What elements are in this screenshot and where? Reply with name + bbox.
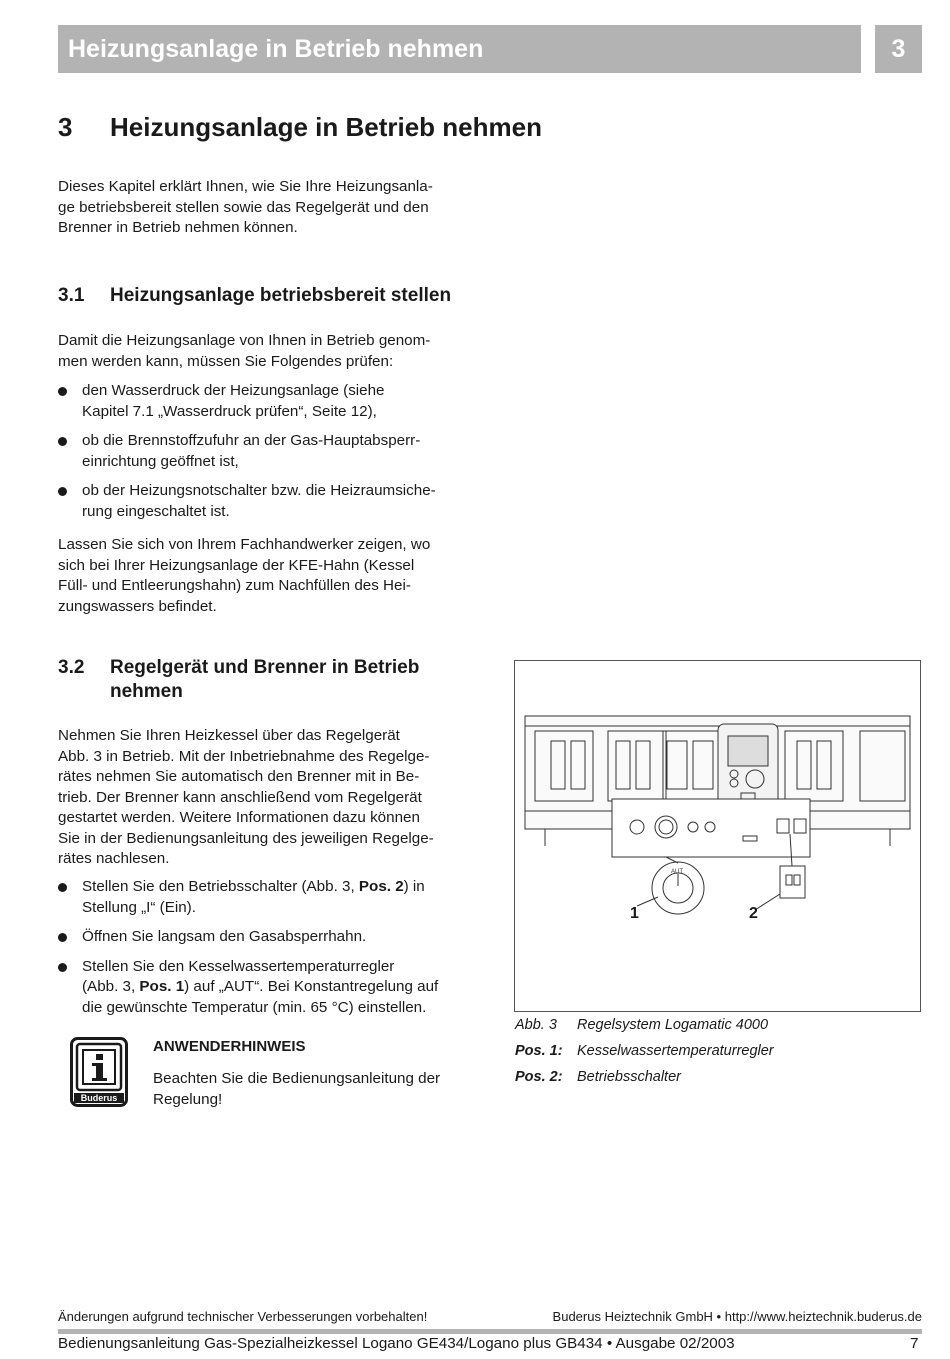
- list-item: [58, 877, 470, 918]
- pos-ref: Pos. 2: [358, 878, 404, 895]
- list-item: [58, 927, 470, 948]
- section-3-1-paragraph-2: [58, 535, 470, 617]
- intro-line: Brenner in Betrieb nehmen können.: [58, 219, 298, 236]
- para-line: Füll- und Entleerungshahn) zum Nachfüllen des Hei-: [58, 577, 411, 594]
- section-title-line: nehmen: [110, 681, 183, 702]
- bullet-icon: [58, 487, 67, 496]
- note-body: [153, 1069, 468, 1110]
- text-run: Stellen Sie den Betriebsschalter (Abb. 3,: [82, 878, 359, 895]
- para-line: Lassen Sie sich von Ihrem Fachhandwerker zeigen, wo: [58, 536, 431, 553]
- chapter-heading-number: 3: [58, 112, 73, 142]
- list-item: [58, 481, 470, 522]
- brand-logo-text: Buderus: [80, 1093, 118, 1103]
- para-line: zungswassers befindet.: [58, 597, 217, 615]
- caption-label: Pos. 2:: [515, 1069, 563, 1085]
- note-line: Beachten Sie die Bedienungsanleitung der: [153, 1070, 441, 1087]
- para-line: sich bei Ihrer Heizungsanlage der KFE-Hahn (Kessel: [58, 556, 415, 574]
- caption-text: Regelsystem Logamatic 4000: [577, 1017, 769, 1033]
- check-list: [58, 381, 470, 531]
- section-3-2-heading: [58, 656, 470, 704]
- text-run: (Abb. 3,: [82, 978, 140, 995]
- note-line: Regelung!: [153, 1090, 223, 1108]
- list-item-line: Stellen Sie den Kesselwassertemperaturregler: [82, 957, 395, 975]
- list-item-line: einrichtung geöffnet ist,: [82, 452, 239, 470]
- section-title: Heizungsanlage betriebsbereit stellen: [110, 285, 452, 306]
- para-line: rätes nachlesen.: [58, 850, 170, 867]
- intro-line: Dieses Kapitel erklärt Ihnen, wie Sie Ihre Heizungsanla-: [58, 178, 433, 195]
- figure-legend-item: [515, 1043, 774, 1059]
- callout-2: 2: [749, 905, 758, 922]
- para-line: gestartet werden. Weitere Informationen dazu können: [58, 809, 420, 826]
- figure-frame: [514, 660, 921, 1012]
- section-number: 3.1: [58, 285, 85, 306]
- para-line: Abb. 3 in Betrieb. Mit der Inbetriebnahme des Regelge-: [58, 747, 430, 765]
- list-item-line: Kapitel 7.1 „Wasserdruck prüfen“, Seite 12),: [82, 402, 377, 420]
- section-title: [110, 656, 470, 704]
- footer-document-title: Bedienungsanleitung Gas-Spezialheizkessel Logano GE434/Logano plus GB434 • Ausgabe 02/2003: [58, 1335, 735, 1352]
- list-item-line: rung eingeschaltet ist.: [82, 502, 230, 520]
- list-item-line: [82, 877, 470, 898]
- chapter-heading-title: Heizungsanlage in Betrieb nehmen: [110, 112, 542, 142]
- chapter-heading: [58, 112, 542, 143]
- running-header: Heizungsanlage in Betrieb nehmen: [58, 25, 861, 73]
- list-item-line: Öffnen Sie langsam den Gasabsperrhahn.: [82, 928, 367, 945]
- pos-ref: Pos. 1: [139, 978, 185, 995]
- bullet-icon: [58, 437, 67, 446]
- section-3-1-paragraph: [58, 331, 470, 372]
- para-line: trieb. Der Brenner kann anschließend vom Regelgerät: [58, 788, 422, 806]
- para-line: rätes nehmen Sie automatisch den Brenner mit in Be-: [58, 768, 420, 785]
- info-icon: [70, 1037, 128, 1107]
- caption-text: Betriebsschalter: [577, 1069, 681, 1085]
- caption-text: Kesselwassertemperaturregler: [577, 1043, 774, 1059]
- control-panel-illustration: [515, 661, 920, 1011]
- section-number: 3.2: [58, 657, 85, 678]
- footer-divider: [58, 1329, 922, 1334]
- figure-legend-item: [515, 1069, 681, 1085]
- para-line: Nehmen Sie Ihren Heizkessel über das Regelgerät: [58, 727, 400, 744]
- footer-disclaimer: Änderungen aufgrund technischer Verbesserungen vorbehalten!: [58, 1309, 428, 1324]
- note-title: ANWENDERHINWEIS: [153, 1038, 306, 1055]
- list-item: [58, 381, 470, 422]
- figure-caption: [515, 1017, 768, 1033]
- section-3-2-paragraph: [58, 726, 470, 870]
- list-item-line: [82, 977, 470, 998]
- text-run: ) in: [403, 878, 425, 895]
- list-item-line: Stellung „I“ (Ein).: [82, 898, 196, 916]
- intro-paragraph: [58, 177, 470, 239]
- list-item-line: ob der Heizungsnotschalter bzw. die Heizraumsiche-: [82, 482, 436, 499]
- caption-label: Abb. 3: [515, 1017, 557, 1033]
- page-number: 7: [910, 1335, 919, 1352]
- step-list: [58, 877, 470, 1027]
- list-item-line: die gewünschte Temperatur (min. 65 °C) einstellen.: [82, 998, 427, 1016]
- para-line: men werden kann, müssen Sie Folgendes prüfen:: [58, 352, 394, 370]
- list-item-line: ob die Brennstoffzufuhr an der Gas-Hauptabsperr-: [82, 432, 421, 449]
- bullet-icon: [58, 933, 67, 942]
- list-item-line: den Wasserdruck der Heizungsanlage (siehe: [82, 382, 385, 399]
- bullet-icon: [58, 883, 67, 892]
- footer-company: Buderus Heiztechnik GmbH • http://www.heiztechnik.buderus.de: [552, 1309, 922, 1324]
- section-title-line: Regelgerät und Brenner in Betrieb: [110, 657, 420, 678]
- intro-line: ge betriebsbereit stellen sowie das Regelgerät und den: [58, 198, 429, 216]
- bullet-icon: [58, 387, 67, 396]
- bullet-icon: [58, 963, 67, 972]
- callout-1: 1: [630, 905, 639, 922]
- text-run: ) auf „AUT“. Bei Konstantregelung auf: [184, 978, 439, 995]
- para-line: Damit die Heizungsanlage von Ihnen in Betrieb genom-: [58, 332, 431, 349]
- chapter-number-badge: 3: [875, 25, 922, 73]
- section-3-1-heading: [58, 284, 470, 308]
- knob-aut-label: AUT: [671, 869, 683, 875]
- list-item: [58, 431, 470, 472]
- list-item: [58, 957, 470, 1019]
- para-line: Sie in der Bedienungsanleitung des jeweiligen Regelge-: [58, 829, 434, 847]
- caption-label: Pos. 1:: [515, 1043, 563, 1059]
